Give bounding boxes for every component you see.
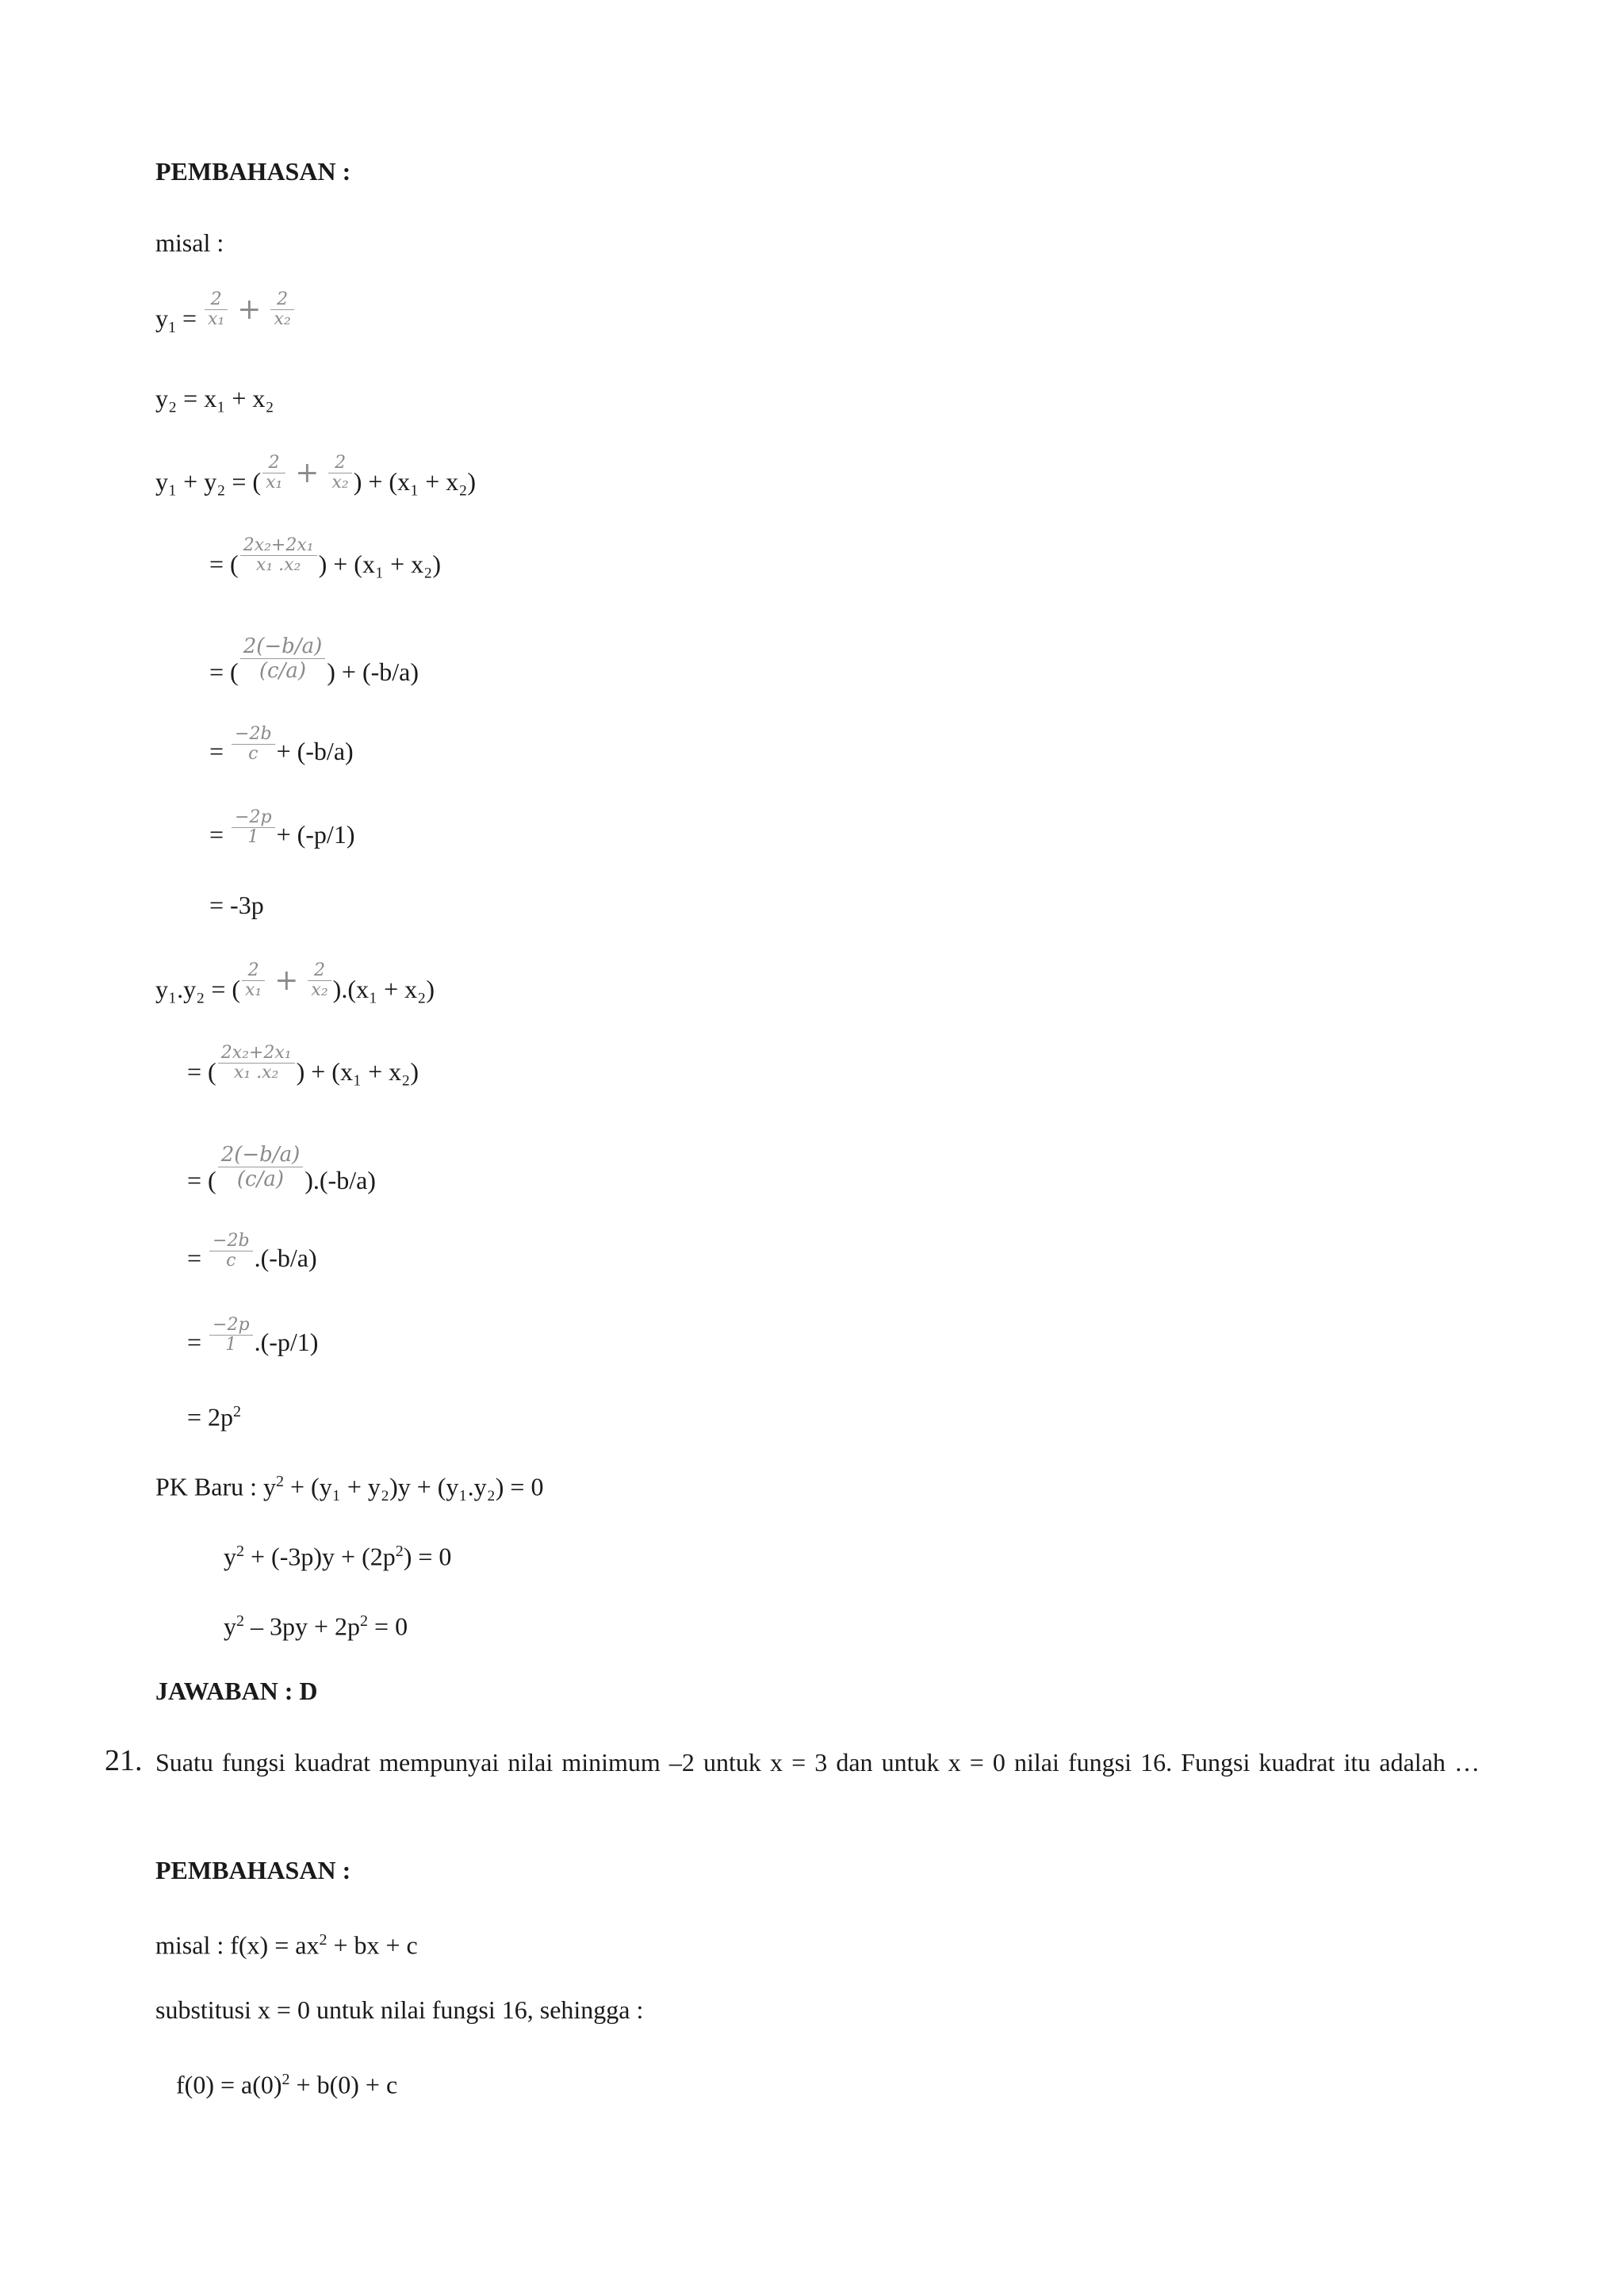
product-line-3: = ( $\frac{2(-b/a)}{(c/a)}$ ).(-b/a) xyxy=(187,1143,376,1194)
sum-line-4: = $\frac{-2b}{c}$ + (-b/a) xyxy=(209,724,354,765)
y2-definition: y₂ = x₁ + x₂ xyxy=(155,384,274,412)
pk-baru-line-2: $y^2 + (-3p)y + (2p^2) = 0$ xyxy=(224,1542,452,1571)
fraction: $\frac{-2p}{1}$ xyxy=(232,808,275,847)
misal-function: misal : $f(x) = ax^2$ + bx + c xyxy=(155,1930,418,1960)
question-number: 21. xyxy=(105,1744,143,1777)
sum-line-3: = ( $\frac{2(-b/a)}{(c/a)}$ ) + (-b/a) xyxy=(209,634,419,686)
product-result: = $2p^2$ xyxy=(187,1402,242,1432)
fraction: $\frac{\text{2x₂+2x₁}}{\text{x₁ .x₂}}$ xyxy=(218,1044,295,1083)
misal-label: misal : xyxy=(155,228,224,257)
fraction: $\frac{2}{\text{x₂}}$ xyxy=(308,961,331,1000)
y1-definition: $y_1$ = $\frac{2}{\text{x₁}}$ + $\frac{2}{\text{x₂}}$ xyxy=(155,301,296,343)
product-line-1: y₁.y₂ = ( $\frac{2}{\text{x₁}}$ + $\frac{2}{\text{x₂}}$ ).(x₁ + x₂) xyxy=(155,960,435,1003)
fraction: $\frac{2}{\text{x₂}}$ xyxy=(270,290,293,329)
product-line-5: = $\frac{-2p}{1}$ .(-p/1) xyxy=(187,1315,319,1356)
sum-result: = -3p xyxy=(209,891,264,919)
sum-line-1: y₁ + y₂ = ( $\frac{2}{\text{x₁}}$ + $\frac{2}{\text{x₂}}$ ) + (x₁ + x₂) xyxy=(155,453,477,496)
substitution-text: substitusi x = 0 untuk nilai fungsi 16, sehingga : xyxy=(155,1995,644,2024)
section-heading: PEMBAHASAN : xyxy=(155,1856,351,1884)
answer-label: JAWABAN : D xyxy=(155,1677,318,1705)
fraction: $\frac{-2p}{1}$ xyxy=(209,1316,253,1355)
fraction: $\frac{2(-b/a)}{(c/a)}$ xyxy=(218,1143,304,1191)
sum-line-2: = ( $\frac{\text{2x₂+2x₁}}{\text{x₁ .x₂}}$ ) + (x₁ + x₂) xyxy=(209,535,441,578)
question-text: Suatu fungsi kuadrat mempunyai nilai minimum –2 untuk x = 3 dan untuk x = 0 nilai fungsi 16. Fungsi kuadrat itu adalah … xyxy=(155,1748,1480,1777)
section-heading: PEMBAHASAN : xyxy=(155,157,351,186)
pk-baru-line-1: PK Baru : $y^2 + (y_1 + y_2)y + (y_1.y_2) = 0$ xyxy=(155,1472,544,1501)
fraction: $\frac{2}{\text{x₁}}$ xyxy=(205,290,228,329)
fraction: $\frac{2}{\text{x₂}}$ xyxy=(328,454,351,493)
fraction: $\frac{-2b}{c}$ xyxy=(232,725,275,764)
product-line-4: = $\frac{-2b}{c}$ .(-b/a) xyxy=(187,1231,317,1272)
fraction: $\frac{-2b}{c}$ xyxy=(209,1232,253,1271)
fraction: $\frac{2}{\text{x₁}}$ xyxy=(262,454,285,493)
product-line-2: = ( $\frac{\text{2x₂+2x₁}}{\text{x₁ .x₂}}$ ) + (x₁ + x₂) xyxy=(187,1043,419,1086)
y1-lhs: y xyxy=(155,303,168,332)
fraction: $\frac{2}{\text{x₁}}$ xyxy=(242,961,265,1000)
f0-equation: $f(0) = a(0)^2 + b(0) + c$ xyxy=(176,2070,398,2099)
sum-line-5: = $\frac{-2p}{1}$ + (-p/1) xyxy=(209,807,355,849)
fraction: $\frac{\text{2x₂+2x₁}}{\text{x₁ .x₂}}$ xyxy=(240,536,317,575)
fraction: $\frac{2(-b/a)}{(c/a)}$ xyxy=(240,634,326,683)
pk-baru-line-3: $y^2 - 3py + 2p^2 = 0$ xyxy=(224,1612,408,1641)
